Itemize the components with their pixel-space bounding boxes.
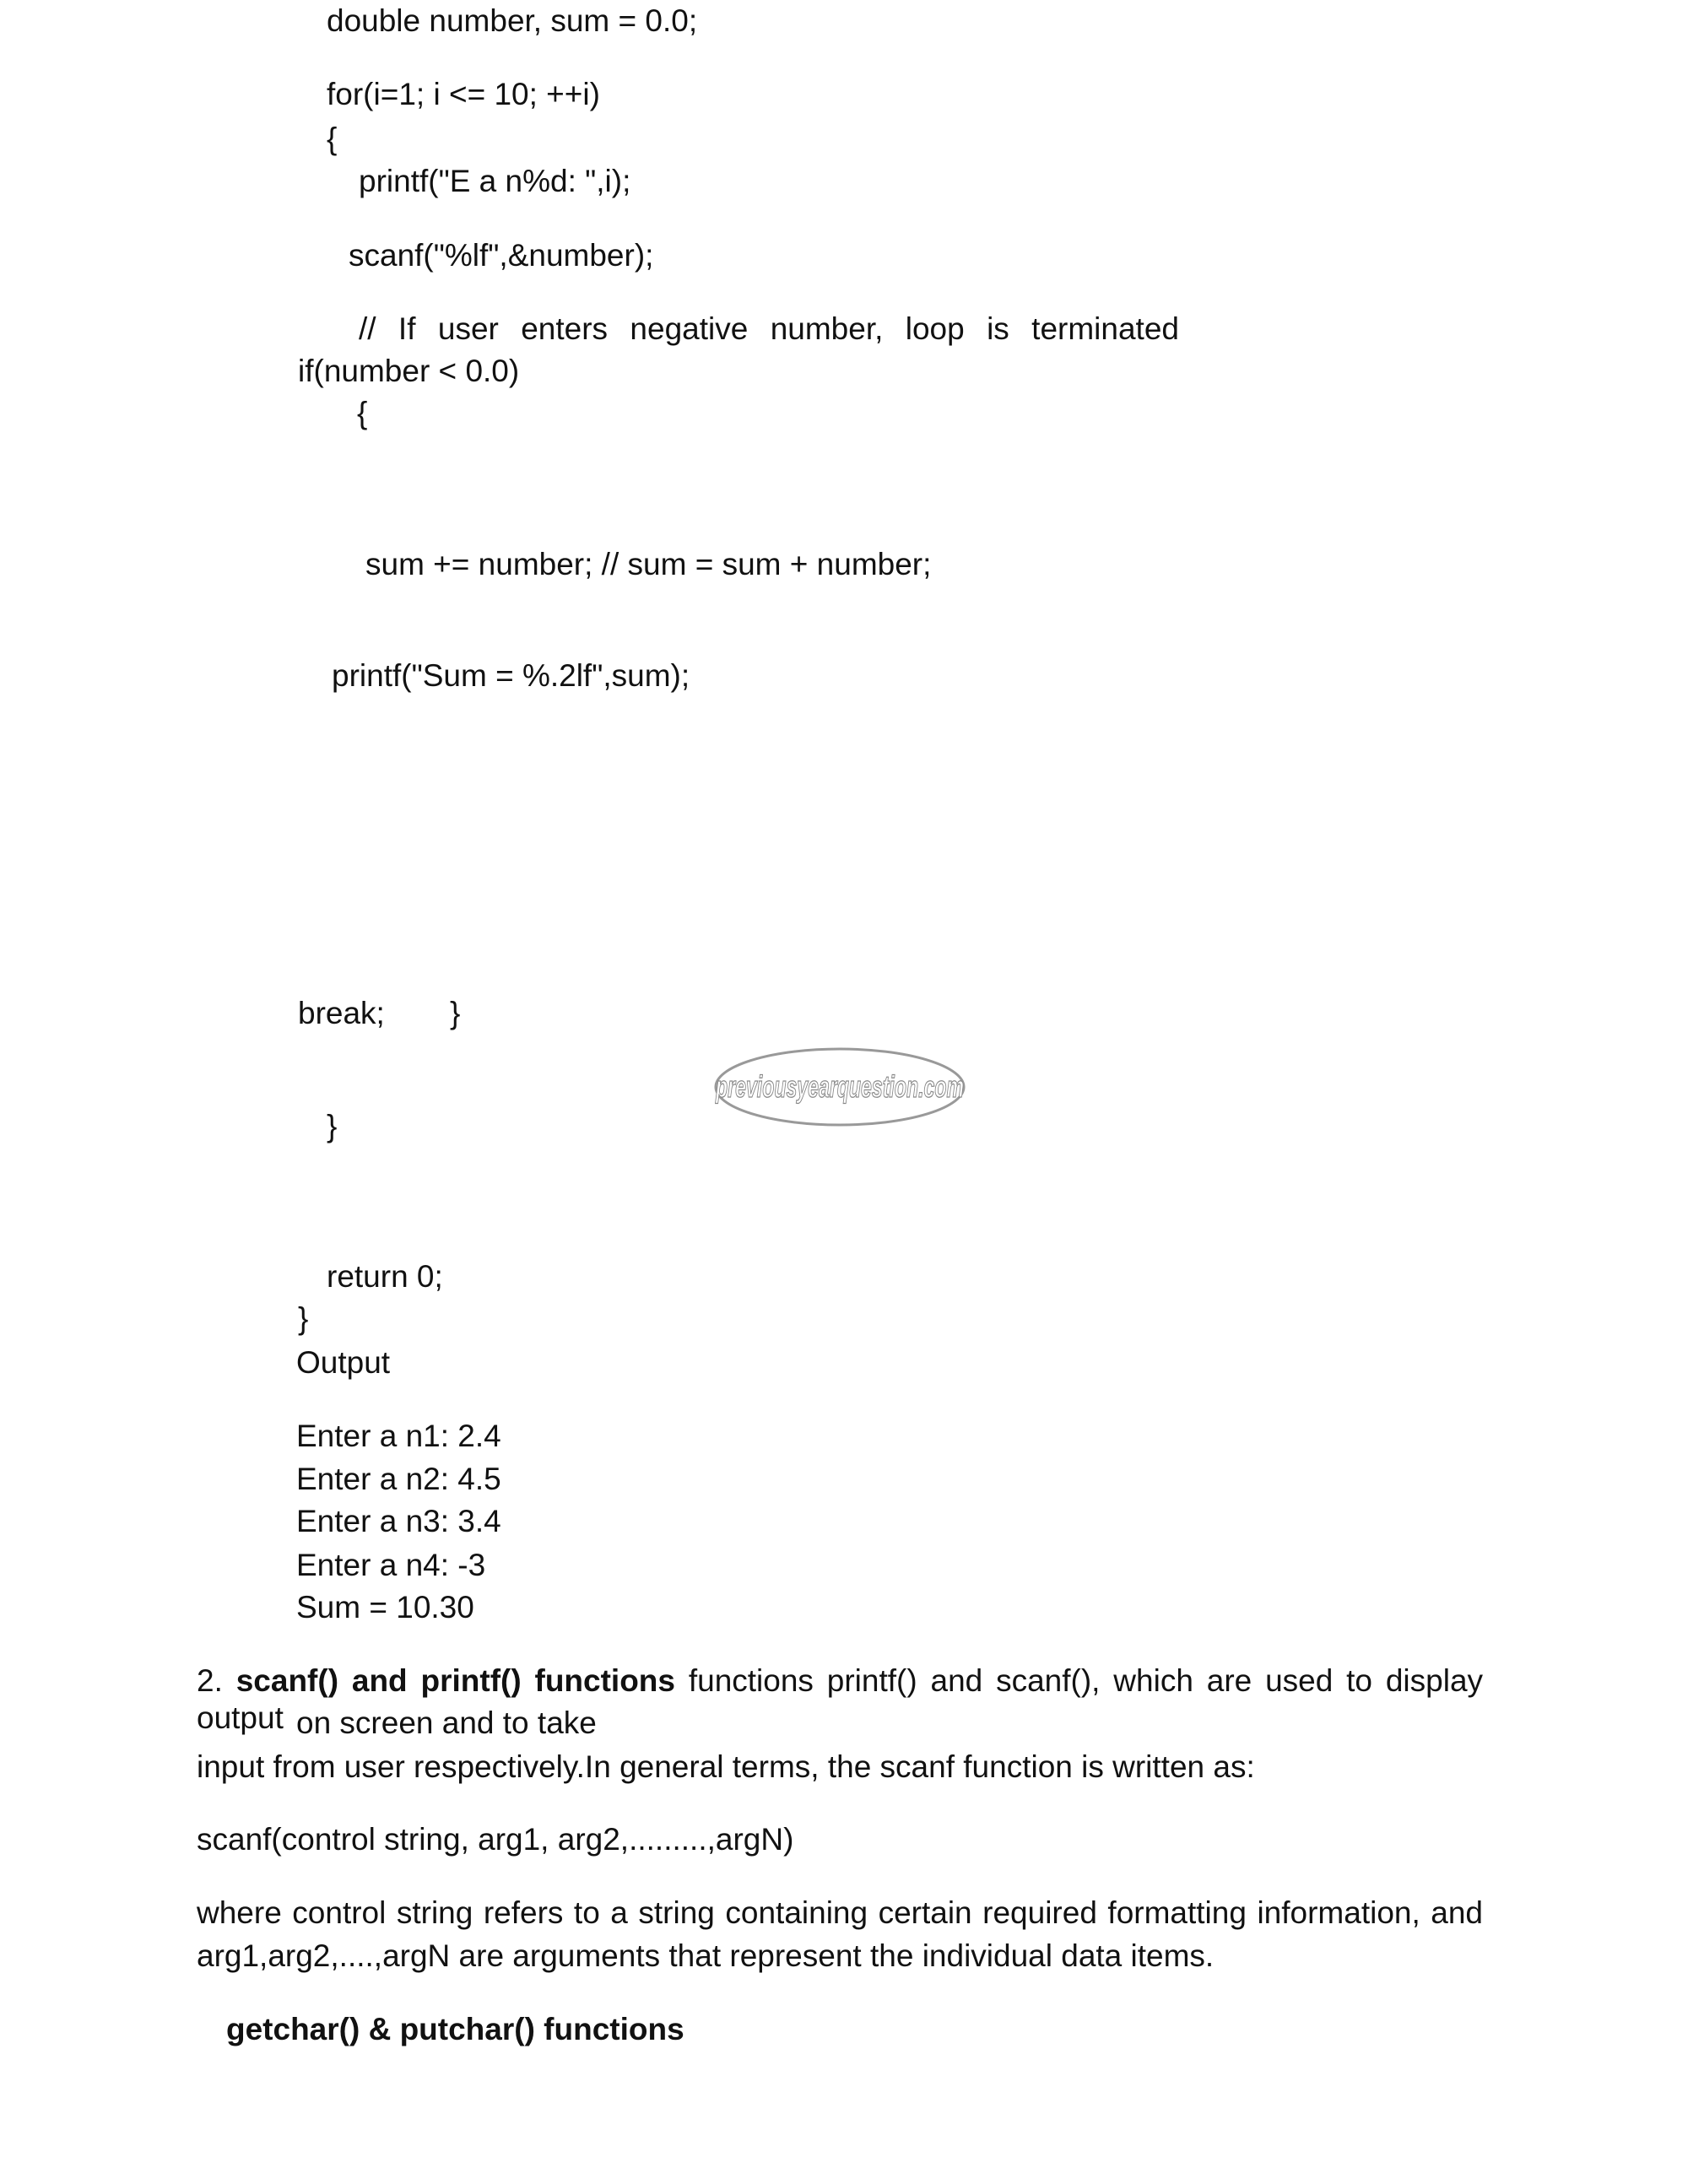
getchar-putchar-subheading: getchar() & putchar() functions bbox=[226, 2012, 684, 2046]
code-line-break: break; bbox=[298, 996, 385, 1030]
code-line-printf-sum: printf("Sum = %.2lf",sum); bbox=[332, 658, 690, 693]
code-line-for-loop: for(i=1; i <= 10; ++i) bbox=[327, 77, 600, 111]
output-line: Enter a n2: 4.5 bbox=[296, 1462, 501, 1496]
code-brace-close-if: } bbox=[450, 996, 461, 1030]
control-string-paragraph-line-1: where control string refers to a string containing certain required formatting information, and bbox=[197, 1895, 1483, 1930]
code-line-if-statement: if(number < 0.0) bbox=[298, 354, 520, 388]
code-brace-close-for: } bbox=[327, 1109, 338, 1143]
output-line: Enter a n4: -3 bbox=[296, 1548, 486, 1582]
output-line: Enter a n3: 3.4 bbox=[296, 1504, 501, 1538]
scanf-syntax: scanf(control string, arg1, arg2,.........,argN) bbox=[197, 1822, 794, 1857]
section-2-title: scanf() and printf() functions bbox=[235, 1663, 675, 1698]
code-brace-close-main: } bbox=[298, 1301, 309, 1336]
section-2-number: 2. bbox=[197, 1663, 223, 1698]
code-line-sum-accumulate: sum += number; // sum = sum + number; bbox=[365, 547, 932, 581]
code-brace-open: { bbox=[327, 122, 338, 156]
code-line-declaration: double number, sum = 0.0; bbox=[327, 3, 698, 38]
code-line-comment-negative: // If user enters negative number, loop is terminated bbox=[359, 311, 1179, 346]
output-line: Enter a n1: 2.4 bbox=[296, 1419, 501, 1453]
section-2-intro-continuation: on screen and to take bbox=[296, 1706, 597, 1740]
code-line-printf-enter: printf("E a n%d: ",i); bbox=[359, 164, 631, 198]
code-brace-open-if: { bbox=[357, 396, 368, 430]
output-line: Sum = 10.30 bbox=[296, 1590, 474, 1624]
code-line-scanf-number: scanf("%lf",&number); bbox=[349, 238, 654, 273]
section-2-intro-text: functions printf() and scanf(), which are used to display output bbox=[197, 1663, 1484, 1735]
section-2-line-3: input from user respectively.In general terms, the scanf function is written as: bbox=[197, 1749, 1255, 1784]
code-line-return: return 0; bbox=[327, 1259, 443, 1294]
control-string-paragraph-line-2: arg1,arg2,....,argN are arguments that represent the individual data items. bbox=[197, 1938, 1215, 1973]
watermark-logo bbox=[713, 1045, 966, 1129]
watermark-text: previousyearquestion.com bbox=[715, 1069, 964, 1104]
output-heading: Output bbox=[296, 1345, 391, 1380]
